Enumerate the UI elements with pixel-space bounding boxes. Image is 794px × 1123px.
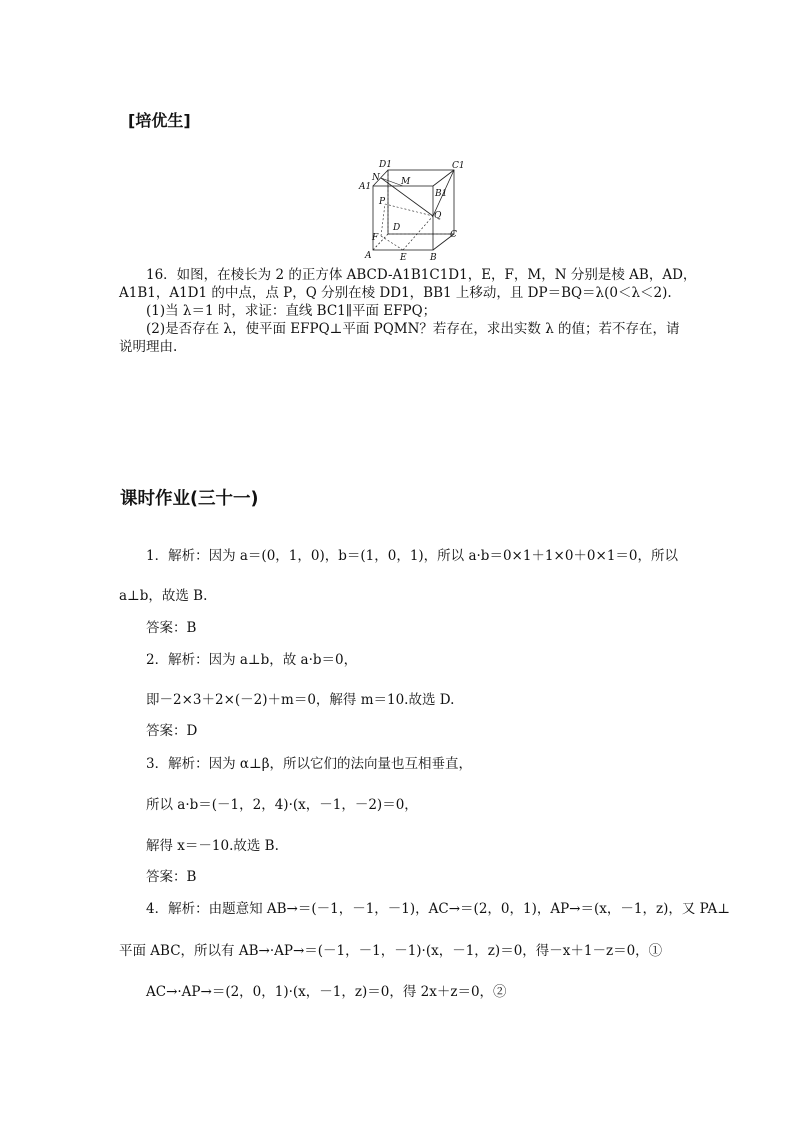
- label-p: P: [379, 197, 386, 207]
- answer-1: 答案：B: [146, 620, 197, 636]
- solution-1-line-2: a⊥b，故选 B.: [119, 588, 208, 604]
- label-b: B: [430, 253, 437, 263]
- problem16-line-2: A1B1，A1D1 的中点，点 P，Q 分别在棱 DD1，BB1 上移动，且 DP＝BQ＝λ(0＜λ＜2).: [119, 285, 672, 301]
- solution-4-line-1: 4．解析：由题意知 AB→＝(－1，－1，－1)，AC→＝(2，0，1)，AP→＝(x，－1，z)，又 PA⊥: [146, 901, 730, 917]
- label-a1: A1: [359, 182, 372, 192]
- section-tag: [培优生]: [128, 111, 191, 130]
- label-f: F: [372, 233, 379, 243]
- solution-3-line-3: 解得 x＝－10.故选 B.: [146, 838, 279, 854]
- label-c1: C1: [452, 161, 465, 171]
- problem16-part-2: (2)是否存在 λ，使平面 EFPQ⊥平面 PQMN？若存在，求出实数 λ 的值；若不存在，请: [146, 321, 680, 337]
- problem16-part-2-cont: 说明理由.: [119, 339, 178, 355]
- cube-figure: [355, 158, 465, 264]
- label-d: D: [393, 223, 401, 233]
- solution-1-line-1: 1．解析：因为 a＝(0，1，0)，b＝(1，0，1)，所以 a·b＝0×1＋1×0＋0×1＝0，所以: [146, 548, 679, 564]
- solution-4-line-2: 平面 ABC，所以有 AB→·AP→＝(－1，－1，－1)·(x，－1，z)＝0，得－x＋1－z＝0，①: [119, 943, 663, 959]
- solution-3-line-2: 所以 a·b＝(－1，2，4)·(x，－1，－2)＝0，: [146, 797, 418, 813]
- label-b1: B1: [435, 189, 448, 199]
- label-a: A: [365, 251, 372, 261]
- solution-4-line-3: AC→·AP→＝(2，0，1)·(x，－1，z)＝0，得 2x＋z＝0，②: [146, 984, 507, 1000]
- answer-3: 答案：B: [146, 869, 197, 885]
- label-c: C: [450, 230, 457, 240]
- label-q: Q: [434, 211, 442, 221]
- label-m: M: [401, 177, 411, 187]
- homework-title: 课时作业(三十一): [120, 489, 259, 509]
- answer-2: 答案：D: [146, 723, 198, 739]
- problem16-line-1: 16．如图，在棱长为 2 的正方体 ABCD-A1B1C1D1，E，F，M，N 分别是棱 AB，AD，: [146, 267, 697, 283]
- label-e: E: [400, 253, 407, 263]
- solution-2-line-1: 2．解析：因为 a⊥b，故 a·b＝0，: [146, 652, 358, 668]
- problem16-part-1: (1)当 λ＝1 时，求证：直线 BC1∥平面 EFPQ；: [146, 303, 437, 319]
- label-n: N: [372, 173, 380, 183]
- solution-3-line-1: 3．解析：因为 α⊥β，所以它们的法向量也互相垂直，: [146, 756, 472, 772]
- solution-2-line-2: 即－2×3＋2×(－2)＋m＝0，解得 m＝10.故选 D.: [146, 692, 455, 708]
- label-d1: D1: [379, 160, 392, 170]
